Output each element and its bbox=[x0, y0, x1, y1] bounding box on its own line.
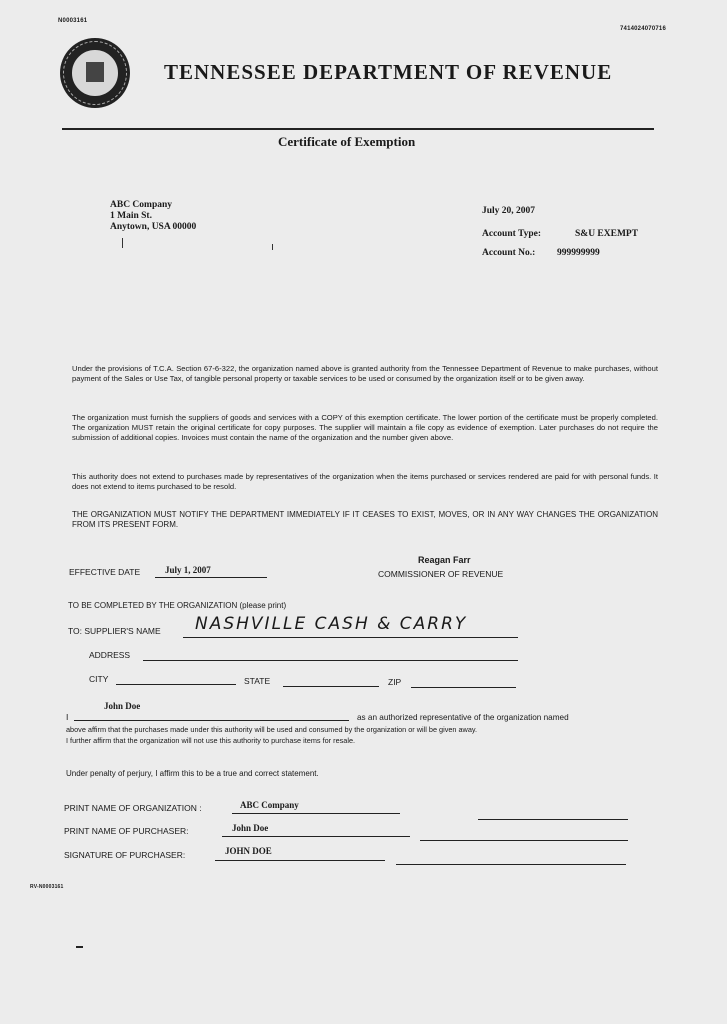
purchaser-name-line-right bbox=[420, 840, 628, 841]
department-title: TENNESSEE DEPARTMENT OF REVENUE bbox=[164, 60, 613, 84]
scan-mark-2 bbox=[122, 238, 123, 248]
effective-date-value: July 1, 2007 bbox=[165, 565, 211, 575]
zip-label: ZIP bbox=[388, 677, 402, 687]
rep-name-line bbox=[74, 720, 349, 721]
effective-date-label: EFFECTIVE DATE bbox=[69, 567, 141, 577]
purchaser-name-label: PRINT NAME OF PURCHASER: bbox=[64, 826, 189, 836]
footer-form-code: RV-N0003161 bbox=[30, 884, 64, 890]
rep-statement-2: above affirm that the purchases made under this authority will be used and consumed by the organization or will be given away. bbox=[66, 725, 478, 734]
state-label: STATE bbox=[244, 676, 271, 686]
scan-mark-3 bbox=[272, 244, 273, 250]
organization-section-heading: TO BE COMPLETED BY THE ORGANIZATION (please print) bbox=[68, 601, 287, 610]
rep-prefix: I bbox=[66, 712, 69, 722]
document-title: Certificate of Exemption bbox=[278, 134, 416, 149]
scan-mark bbox=[76, 946, 83, 948]
account-type-value: S&U EXEMPT bbox=[575, 229, 639, 239]
paragraph-authority: Under the provisions of T.C.A. Section 67-6-322, the organization named above is granted authority from the Tennessee Department of Revenue to make purchases, without payment of the Sales or Use Tax, of tangible personal property or taxable services to be used or consumed by the organization itself or to be given away. bbox=[72, 364, 658, 383]
org-name-line bbox=[232, 813, 400, 814]
city-line bbox=[116, 684, 236, 685]
org-name-line-right bbox=[478, 819, 628, 820]
address-line bbox=[143, 660, 518, 661]
seal-inner bbox=[70, 48, 120, 98]
signature-line bbox=[215, 860, 385, 861]
supplier-name-value: NASHVILLE CASH & CARRY bbox=[195, 614, 468, 634]
rep-statement-1: as an authorized representative of the organization named bbox=[357, 713, 569, 722]
addressee-street: 1 Main St. bbox=[110, 211, 152, 221]
zip-line bbox=[411, 687, 516, 688]
signature-line-right bbox=[396, 864, 626, 865]
rep-statement-3: I further affirm that the organization will not use this authority to purchase items for resale. bbox=[66, 736, 356, 745]
effective-date-line bbox=[155, 577, 267, 578]
supplier-name-line bbox=[183, 637, 518, 638]
paragraph-notify: THE ORGANIZATION MUST NOTIFY THE DEPARTMENT IMMEDIATELY IF IT CEASES TO EXIST, MOVES, OR IN ANY WAY CHANGES THE ORGANIZATION FROM ITS PRESENT FORM. bbox=[72, 510, 658, 529]
addressee-city: Anytown, USA 00000 bbox=[110, 222, 197, 232]
commissioner-name: Reagan Farr bbox=[418, 555, 471, 565]
signature-value: JOHN DOE bbox=[225, 846, 272, 856]
seal-emblem bbox=[86, 62, 104, 82]
addressee-block bbox=[110, 200, 196, 233]
commissioner-title: COMMISSIONER OF REVENUE bbox=[378, 569, 504, 579]
certificate-date: July 20, 2007 bbox=[482, 206, 536, 216]
rep-name-value: John Doe bbox=[104, 701, 141, 711]
addressee-company: ABC Company bbox=[110, 200, 173, 210]
org-name-value: ABC Company bbox=[240, 800, 299, 810]
perjury-statement: Under penalty of perjury, I affirm this to be a true and correct statement. bbox=[66, 769, 319, 778]
state-line bbox=[283, 686, 379, 687]
paragraph-personal-funds: This authority does not extend to purchases made by representatives of the organization when the items purchased or services rendered are paid for with personal funds. It does not extend to items purchased to be resold. bbox=[72, 472, 658, 491]
purchaser-name-value: John Doe bbox=[232, 823, 269, 833]
header-rule bbox=[62, 128, 654, 130]
org-name-label: PRINT NAME OF ORGANIZATION : bbox=[64, 803, 202, 813]
address-label: ADDRESS bbox=[89, 650, 131, 660]
account-number-value: 999999999 bbox=[557, 248, 600, 258]
account-number-label: Account No.: bbox=[482, 248, 536, 258]
paragraph-copy-requirement: The organization must furnish the suppliers of goods and services with a COPY of this exemption certificate. The lower portion of the certificate must be properly completed. The organization MUST retain the original certificate for copy purposes. The supplier will maintain a file copy as evidence of exemption. Later purchases do not require the submission of additional copies. Invoices must contain the name of the organization and the number given above. bbox=[72, 413, 658, 442]
account-type-label: Account Type: bbox=[482, 229, 542, 239]
city-label: CITY bbox=[89, 674, 109, 684]
purchaser-name-line bbox=[222, 836, 410, 837]
form-id-right: 7414024070716 bbox=[620, 26, 666, 32]
state-seal-icon bbox=[60, 38, 130, 108]
signature-label: SIGNATURE OF PURCHASER: bbox=[64, 850, 186, 860]
form-id-left: N0003161 bbox=[58, 18, 88, 24]
supplier-name-label: TO: SUPPLIER'S NAME bbox=[68, 626, 161, 636]
